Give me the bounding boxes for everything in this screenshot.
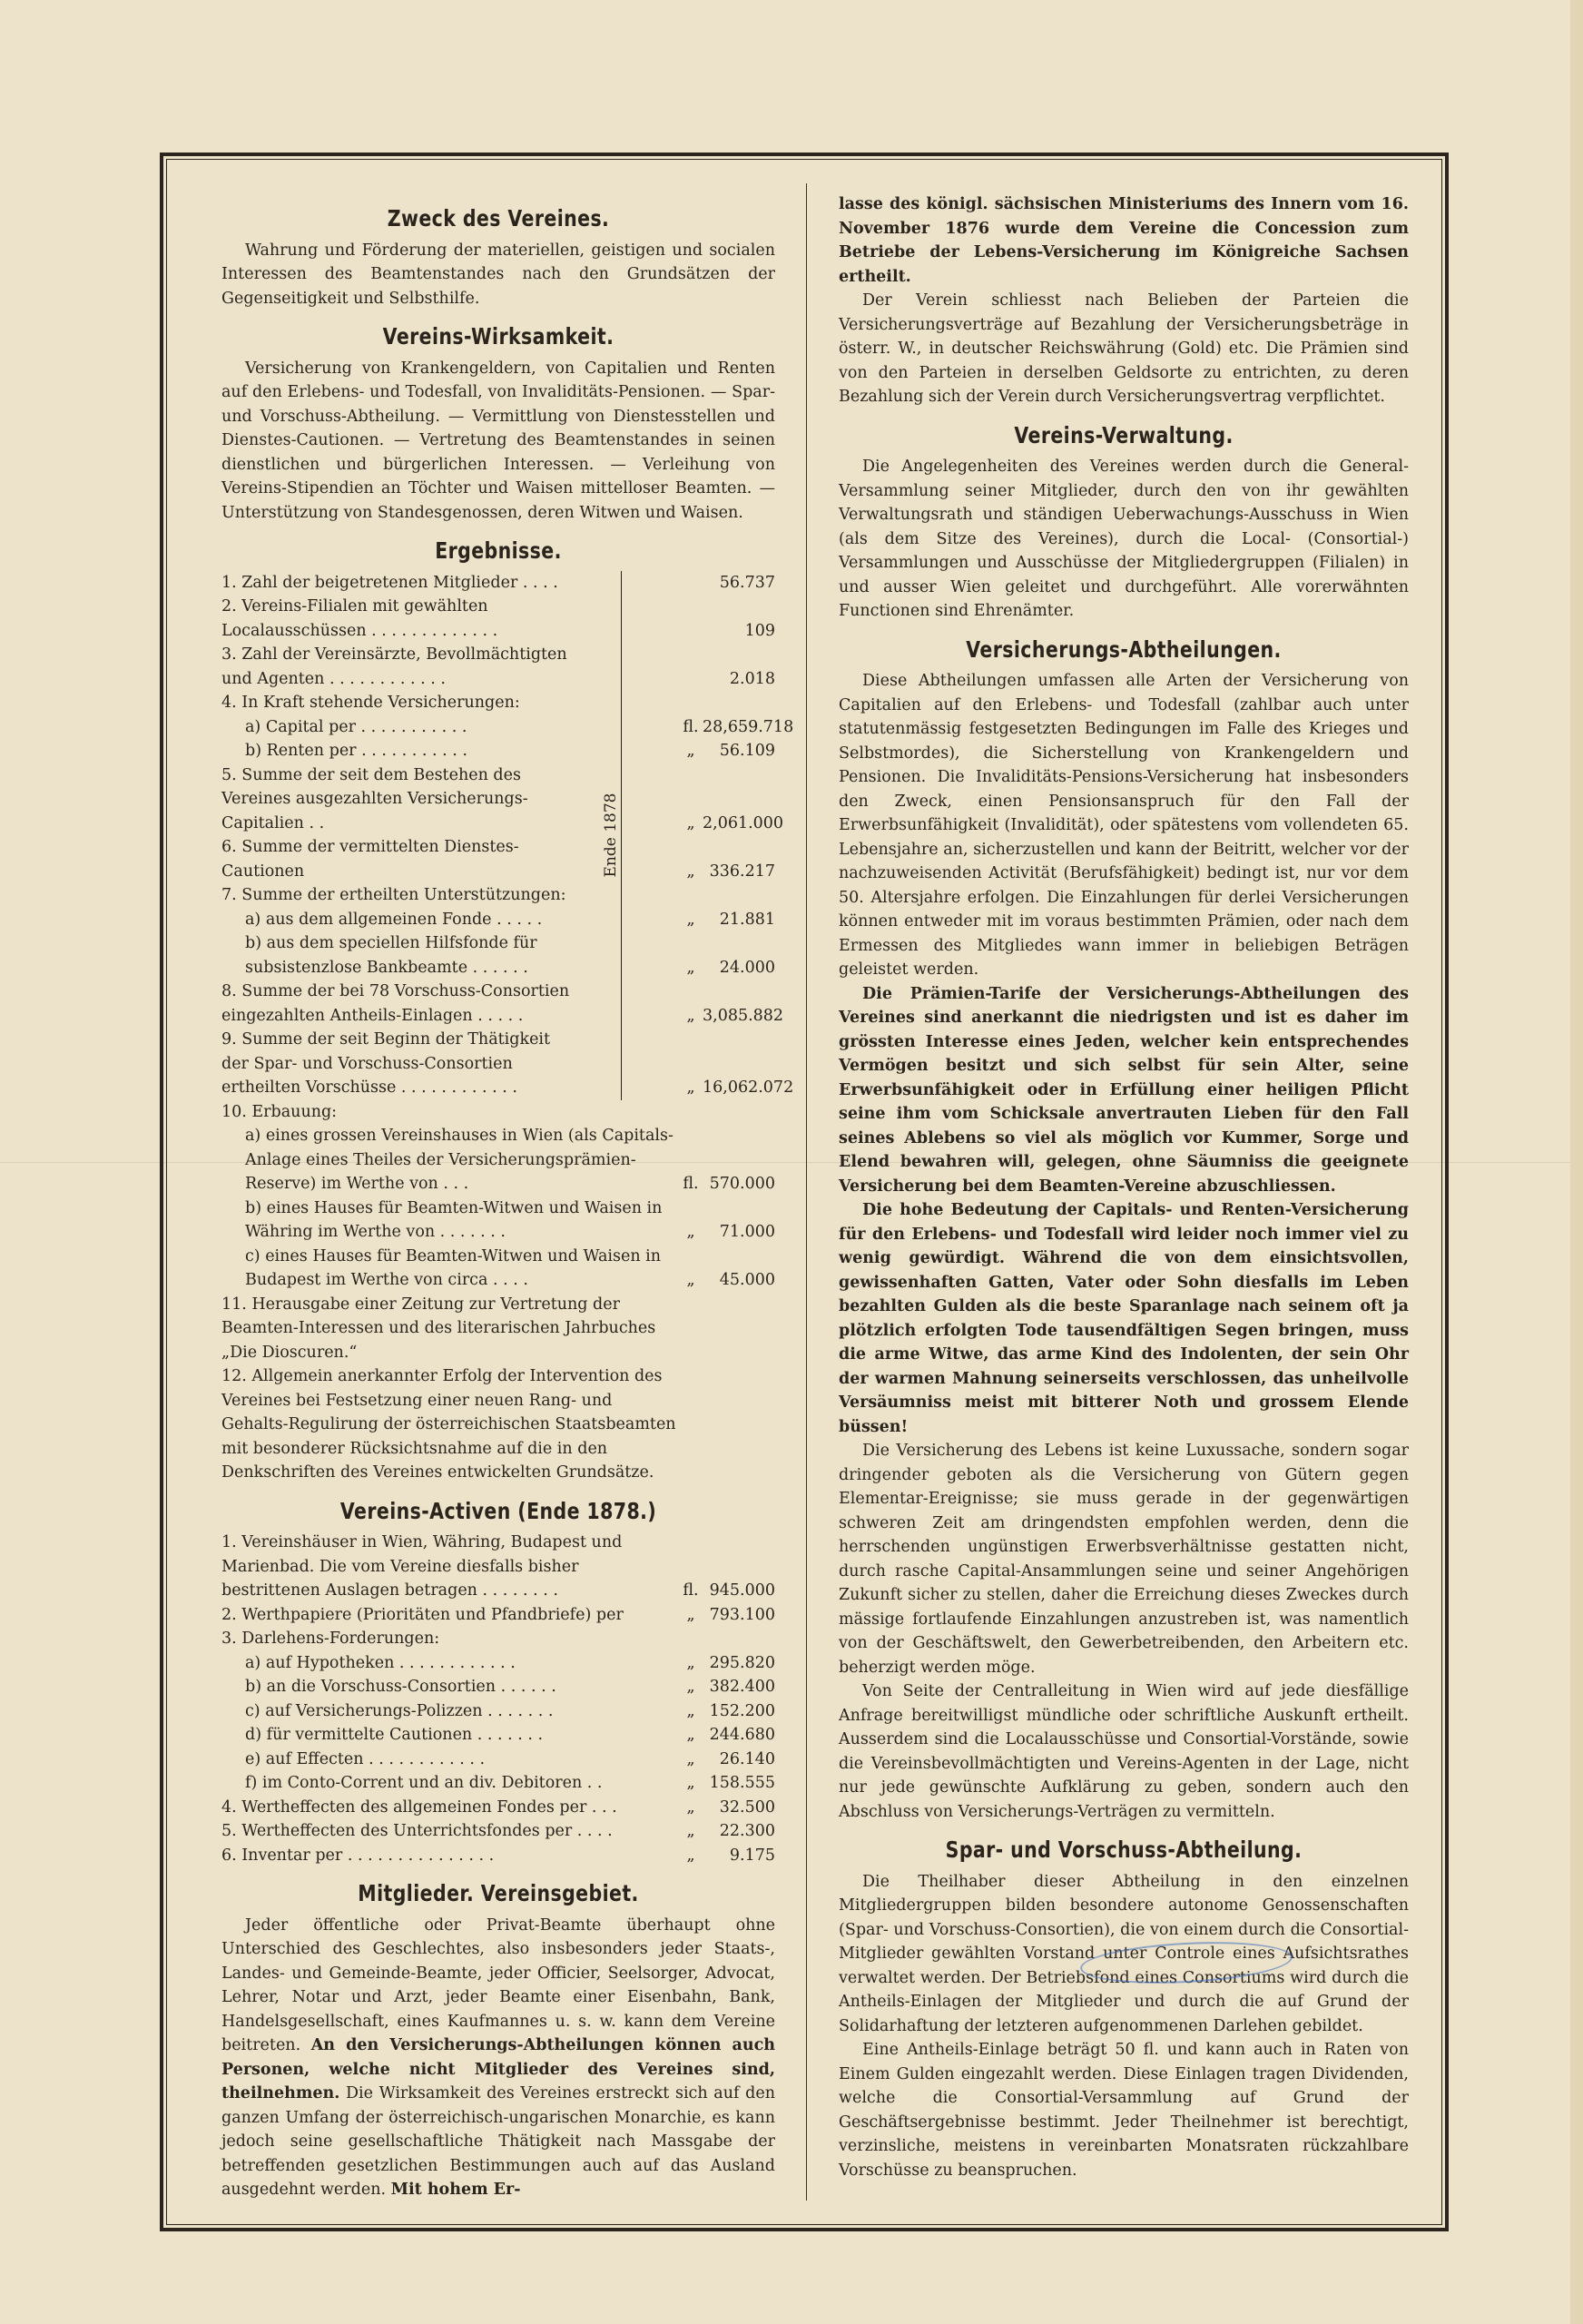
ende-label: Ende 1878	[601, 793, 620, 878]
row-value: 2.018	[729, 669, 775, 688]
table-row	[221, 1796, 775, 1820]
table-row	[221, 1723, 775, 1748]
row-currency: „	[686, 958, 695, 977]
row-label: 11. Herausgabe einer Zeitung zur Vertretung der Beamten-Interessen und des literarischen Jahrbuches „Die Dioscuren.“	[221, 1295, 656, 1362]
row-value: 152.200	[709, 1701, 775, 1720]
text-versicherung-5: Von Seite der Centralleitung in Wien wird auf jede diesfällige Anfrage bereitwilligst mündliche oder schriftliche Auskunft ertheilt. Ausserdem sind die Localausschüsse und Consortial-Vorstände, sowie die Vereinsbevollmächtigten und Vereins-Agenten in der Lage, nicht nur jede gewünschte Aufklärung zu geben, sondern auch den Abschluss von Versicherungs-Verträgen zu vermitteln.	[839, 1682, 1409, 1821]
table-row	[221, 643, 775, 691]
row-currency: „	[686, 1678, 695, 1696]
row-label: 3. Darlehens-Forderungen:	[221, 1630, 440, 1648]
heading-mitglieder: Mitglieder. Vereinsgebiet.	[358, 1880, 639, 1906]
row-currency: „	[686, 1749, 695, 1768]
row-label: 10. Erbauung:	[221, 1102, 338, 1121]
row-currency: „	[686, 1774, 695, 1792]
table-row	[221, 595, 775, 643]
heading-versicherung: Versicherungs-Abtheilungen.	[966, 635, 1282, 663]
table-row	[221, 571, 775, 596]
column-divider	[806, 183, 807, 2201]
row-value: 24.000	[719, 958, 775, 977]
row-label: 12. Allgemein anerkannter Erfolg der Intervention des Vereines bei Festsetzung einer neuen Rang- und Gehalts-Regulirung der österreichischen Staatsbeamten mit besonderer Rücksichtsnahme auf die in den Denkschriften des Vereines entwickelten Grundsätze.	[221, 1367, 676, 1482]
text-mitglieder-1: Jeder öffentliche oder Privat-Beamte überhaupt ohne Unterschied des Geschlechtes, also insbesonders jeder Staats-, Landes- und Gemeinde-Beamte, jeder Officier, Seelsorger, Advocat, Lehrer, Notar und Arzt, jeder Beamte einer Eisenbahn, Bank, Handelsgesellschaft, eines Kaufmannes u. s. w. kann dem Vereine beitreten.	[221, 1915, 775, 2054]
row-label: 6. Summe der vermittelten Dienstes-Cautionen	[221, 838, 519, 881]
table-row	[221, 1124, 775, 1196]
table-row	[221, 883, 775, 908]
row-currency: „	[686, 910, 695, 929]
text-zweck: Wahrung und Förderung der materiellen, geistigen und socialen Interessen des Beamtenstandes nach den Grundsätzen der Gegenseitigkeit und Selbsthilfe.	[221, 241, 775, 308]
text-mitglieder-bold: An den Versicherungs-Abtheilungen können auch Personen, welche nicht Mitglieder des Vereines sind, theilnehmen.	[221, 2036, 775, 2102]
row-value: 158.555	[709, 1774, 775, 1792]
paper-edge	[1570, 0, 1583, 2324]
row-label: 1. Vereinshäuser in Wien, Währing, Budapest und Marienbad. Die vom Vereine diesfalls bisher bestrittenen Auslagen betragen . . . . . . . .	[221, 1533, 623, 1600]
text-versicherung-1: Diese Abtheilungen umfassen alle Arten der Versicherung von Capitalien auf den Erlebens- und Todesfall (zahlbar auch unter statutenmässig festgesetzten Bedingungen im Falle des Krieges und Selbstmordes), die Sicherstellung von Krankengeldern und Pensionen. Die Invaliditäts-Pensions-Versicherung hat insbesonders den Zweck, einen Pensionsanspruch für den Fall der Erwerbsunfähigkeit (Invalidität), oder spätestens vom vollendeten 65. Lebensjahre an, sicherzustellen und kann der Beitritt, welcher vor der nachzuweisenden Activität (Berufsfähigkeit) bedingt ist, nur vor dem 50. Altersjahre erfolgen. Die Einzahlungen für derlei Versicherungen können entweder mit im voraus bestimmten Prämien, oder nach dem Ermessen des Mitgliedes wann immer in beliebigen Beträgen geleistet werden.	[839, 672, 1409, 979]
row-value: 109	[744, 621, 775, 640]
table-row	[221, 1844, 775, 1868]
row-label: b) an die Vorschuss-Consortien . . . . . .	[245, 1678, 556, 1696]
row-label: 6. Inventar per . . . . . . . . . . . . . . .	[221, 1846, 495, 1865]
table-row	[221, 1100, 775, 1125]
table-row	[221, 763, 784, 836]
row-value: 2,061.000	[703, 813, 784, 832]
row-currency: „	[686, 1653, 695, 1672]
heading-wirksamkeit: Vereins-Wirksamkeit.	[382, 323, 615, 350]
row-value: 382.400	[709, 1678, 775, 1696]
row-value: 56.737	[719, 573, 775, 592]
row-currency: „	[686, 1822, 695, 1840]
row-label: 7. Summe der ertheilten Unterstützungen:	[221, 886, 566, 904]
table-row	[221, 739, 775, 763]
row-value: 32.500	[719, 1797, 775, 1817]
table-row	[221, 1531, 775, 1603]
table-row	[221, 1364, 775, 1485]
row-currency: „	[686, 1726, 695, 1744]
table-row	[221, 1627, 775, 1651]
row-label: 9. Summe der seit Beginn der Thätigkeit der Spar- und Vorschuss-Consortien ertheilten Vorschüsse . . . . . . . . . . . .	[221, 1030, 551, 1097]
table-row	[221, 1771, 775, 1796]
table-row	[221, 1028, 794, 1100]
row-label: a) eines grossen Vereinshauses in Wien (als Capitals-Anlage eines Theiles der Versicherungsprämien-Reserve) im Werthe von . . .	[245, 1127, 674, 1193]
row-value: 16,062.072	[703, 1078, 794, 1097]
row-label: b) Renten per . . . . . . . . . . .	[245, 742, 467, 760]
row-currency: „	[686, 813, 695, 832]
table-row	[221, 1699, 775, 1724]
row-value: 45.000	[719, 1271, 775, 1289]
table-row	[221, 1819, 775, 1844]
row-currency: fl.	[683, 717, 699, 736]
row-value: 56.109	[719, 742, 775, 760]
ergebnisse-list	[221, 571, 794, 1100]
row-label: 5. Summe der seit dem Bestehen des Vereines ausgezahlten Versicherungs-Capitalien . .	[221, 765, 528, 832]
row-label: c) eines Hauses für Beamten-Witwen und Waisen in Budapest im Werthe von circa . . . .	[245, 1246, 662, 1289]
table-row	[221, 931, 775, 980]
row-label: 2. Werthpapiere (Prioritäten und Pfandbriefe) per	[221, 1605, 624, 1624]
activen-list	[221, 1531, 775, 1867]
row-value: 3,085.882	[703, 1006, 784, 1025]
row-value: 21.881	[719, 910, 775, 929]
row-value: 336.217	[709, 862, 775, 881]
row-currency: „	[686, 862, 695, 881]
heading-spar: Spar- und Vorschuss-Abtheilung.	[945, 1837, 1303, 1863]
row-currency: „	[686, 1271, 695, 1289]
document-frame	[160, 153, 1449, 2231]
row-label: e) auf Effecten . . . . . . . . . . . .	[245, 1749, 486, 1768]
row-value: 71.000	[719, 1223, 775, 1241]
text-versicherung-2: Die Prämien-Tarife der Versicherungs-Abtheilungen des Vereines sind anerkannt die niedrigsten und ist es daher im grössten Interesse eines Jeden, welcher kein entsprechendes Vermögen besitzt und sich selbst für sein Alter, seine Erwerbsunfähigkeit oder in Erfüllung einer heiligen Pflicht seine ihm vom Schicksale anvertrauten Lieben für den Fall seines Ablebens so viel als möglich vor Kummer, Sorge und Elend bewahren will, gelegen, ohne Säumniss die geeignete Versicherung bei dem Beamten-Vereine abzuschliessen.	[839, 984, 1409, 1196]
table-row	[221, 1748, 775, 1772]
row-label: d) für vermittelte Cautionen . . . . . . .	[245, 1726, 544, 1744]
text-versicherung-3: Die hohe Bedeutung der Capitals- und Renten-Versicherung für den Erlebens- und Todesfall wird leider noch immer viel zu wenig gewürdigt. Während die von dem einsichtsvollen, gewissenhaften Gatten, Vater oder Sohn diesfalls im Leben bezahlten Gulden als die beste Sparanlage nach seinem oft ja plötzlich erfolgten Tode tausendfältigen Segen bringen, muss die arme Witwe, das arme Kind des Indolenten, der sein Ohr der warmen Mahnung seinerseits verschlossen, das unheilvolle Versäumniss meist mit bitterer Noth und grossem Elende büssen!	[839, 1201, 1409, 1436]
row-label: b) aus dem speciellen Hilfsfonde für subsistenzlose Bankbeamte . . . . . .	[245, 934, 537, 977]
row-value: 945.000	[709, 1581, 775, 1600]
row-value: 26.140	[719, 1749, 775, 1768]
row-label: 4. Wertheffecten des allgemeinen Fondes per . . .	[221, 1797, 617, 1817]
heading-zweck: Zweck des Vereines.	[387, 205, 610, 231]
text-wirksamkeit: Versicherung von Krankengeldern, von Capitalien und Renten auf den Erlebens- und Todesfall, von Invaliditäts-Pensionen. — Spar- und Vorschuss-Abtheilung. — Vermittlung von Dienstesstellen und Dienstes-Cautionen. — Vertretung des Beamtenstandes in seinen dienstlichen und bürgerlichen Interessen. — Verleihung von Vereins-Stipendien an Töchter und Waisen mittelloser Beamten. — Unterstützung von Standesgenossen, deren Witwen und Waisen.	[221, 359, 775, 522]
row-currency: „	[686, 1006, 695, 1025]
table-row	[221, 908, 775, 932]
row-label: 3. Zahl der Vereinsärzte, Bevollmächtigten und Agenten . . . . . . . . . . . .	[221, 645, 567, 688]
row-label: c) auf Versicherungs-Polizzen . . . . . . .	[245, 1701, 554, 1720]
row-currency: „	[686, 1797, 695, 1817]
text-mitglieder-end: Mit hohem Er-	[390, 2181, 521, 2199]
heading-verwaltung: Vereins-Verwaltung.	[1014, 421, 1234, 448]
row-currency: „	[686, 742, 695, 760]
row-value: 9.175	[729, 1846, 775, 1865]
table-row	[221, 691, 775, 715]
row-label: b) eines Hauses für Beamten-Witwen und Waisen in Währing im Werthe von . . . . . . .	[245, 1198, 663, 1241]
text-verwaltung: Die Angelegenheiten des Vereines werden durch die General-Versammlung seiner Mitglieder, durch den von ihr gewählten Verwaltungsrath und ständigen Ueberwachungs-Ausschuss in Wien (als dem Sitze des Vereines), durch die Local- (Consortial-) Versammlungen und Ausschüsse der Mitgliedergruppen (Filialen) in und ausser Wien geleitet und durchgeführt. Alle vorerwähnten Functionen sind Ehrenämter.	[839, 458, 1409, 620]
row-label: a) Capital per . . . . . . . . . . .	[245, 717, 467, 736]
row-currency: fl.	[683, 1175, 699, 1193]
row-label: 5. Wertheffecten des Unterrichtsfondes per . . . .	[221, 1822, 613, 1840]
row-value: 570.000	[709, 1175, 775, 1193]
row-value: 244.680	[709, 1726, 775, 1744]
row-label: 4. In Kraft stehende Versicherungen:	[221, 694, 520, 712]
text-intro-bold: lasse des königl. sächsischen Ministeriums des Innern vom 16. November 1876 wurde dem Vereine die Concession zum Betriebe der Lebens-Versicherung im Königreiche Sachsen ertheilt.	[839, 195, 1409, 286]
text-spar-2: Eine Antheils-Einlage beträgt 50 fl. und kann auch in Raten von Einem Gulden eingezahlt werden. Diese Einlagen tragen Dividenden, welche die Consortial-Versammlung auf Grund der Geschäftsergebnisse bestimmt. Jeder Theilnehmer ist berechtigt, verzinsliche, meistens in vereinbarten Monatsraten rückzahlbare Vorschüsse zu beanspruchen.	[839, 2041, 1409, 2180]
table-row	[221, 835, 775, 883]
table-row	[221, 1675, 775, 1699]
heading-ergebnisse: Ergebnisse.	[435, 537, 562, 564]
table-row	[221, 1196, 775, 1245]
row-label: 2. Vereins-Filialen mit gewählten Localausschüssen . . . . . . . . . . . . .	[221, 597, 498, 640]
row-currency: fl.	[683, 1581, 699, 1600]
right-column	[839, 192, 1409, 2201]
text-intro: Der Verein schliesst nach Belieben der Parteien die Versicherungsverträge auf Bezahlung der Versicherungsbeträge in österr. W., in deutscher Reichswährung (Gold) etc. Die Prämien sind von den Parteien in derselben Geldsorte zu entrichten, zu deren Bezahlung sich der Verein durch Versicherungsvertrag verpflichtet.	[839, 291, 1409, 406]
row-currency: „	[686, 1846, 695, 1865]
row-value: 22.300	[719, 1822, 775, 1840]
text-versicherung-4: Die Versicherung des Lebens ist keine Luxussache, sondern sogar dringender geboten als die Versicherung von Gütern gegen Elementar-Ereignisse; sie muss gerade in der gegenwärtigen schweren Zeit am dringendsten empfohlen werden, denn die herrschenden ungünstigen Erwerbsverhältnisse gestatten nicht, durch rasche Capital-Ansammlungen seine und seiner Angehörigen Zukunft sicher zu stellen, daher die Erreichung dieses Zweckes durch mässige fortlaufende Einzahlungen anzustreben ist, was namentlich von der Geschäftswelt, den Gewerbetreibenden, den Arbeitern etc. beherzigt werden möge.	[839, 1442, 1409, 1677]
row-label: a) aus dem allgemeinen Fonde . . . . .	[245, 910, 543, 929]
table-row	[221, 1245, 775, 1293]
table-row	[221, 715, 794, 740]
ergebnisse-list-continued	[221, 1100, 775, 1485]
row-label: f) im Conto-Corrent und an div. Debitoren . .	[245, 1774, 603, 1792]
row-label: 8. Summe der bei 78 Vorschuss-Consortien eingezahlten Antheils-Einlagen . . . . .	[221, 982, 570, 1025]
row-currency: „	[686, 1078, 695, 1097]
table-row	[221, 1293, 775, 1365]
text-mitglieder	[221, 1914, 775, 2202]
row-label: a) auf Hypotheken . . . . . . . . . . . .	[245, 1653, 516, 1672]
heading-activen: Vereins-Activen (Ende 1878.)	[339, 1497, 657, 1524]
row-currency: „	[686, 1223, 695, 1241]
row-currency: „	[686, 1605, 695, 1624]
row-value: 28,659.718	[703, 717, 794, 736]
row-value: 295.820	[709, 1653, 775, 1672]
text-spar-1: Die Theilhaber dieser Abtheilung in den einzelnen Mitgliedergruppen bilden besondere autonome Genossenschaften (Spar- und Vorschuss-Consortien), die von einem durch die Consortial-Mitglieder gewählten Vorstand unter Controle eines Aufsichtsrathes verwaltet werden. Der Betriebsfond eines Consortiums wird durch die Antheils-Einlagen der Mitglieder und durch die auf Grund der Solidarhaftung der letzteren aufgenommenen Darlehen gebildet.	[839, 1872, 1409, 2035]
row-label: 1. Zahl der beigetretenen Mitglieder . . . .	[221, 573, 558, 592]
ende-bracket	[601, 571, 622, 1100]
table-row	[221, 1651, 775, 1676]
text-mitglieder-2: Die Wirksamkeit des Vereines erstreckt sich auf den ganzen Umfang der österreichisch-ungarischen Monarchie, es kann jedoch seine gesellschaftliche Thätigkeit nach Massgabe der betreffenden gesetzlichen Bestimmungen auch auf das Ausland ausgedehnt werden.	[221, 2084, 775, 2199]
left-column	[221, 192, 794, 2201]
table-row	[221, 980, 784, 1028]
table-row	[221, 1603, 775, 1628]
row-currency: „	[686, 1701, 695, 1720]
row-value: 793.100	[709, 1605, 775, 1624]
